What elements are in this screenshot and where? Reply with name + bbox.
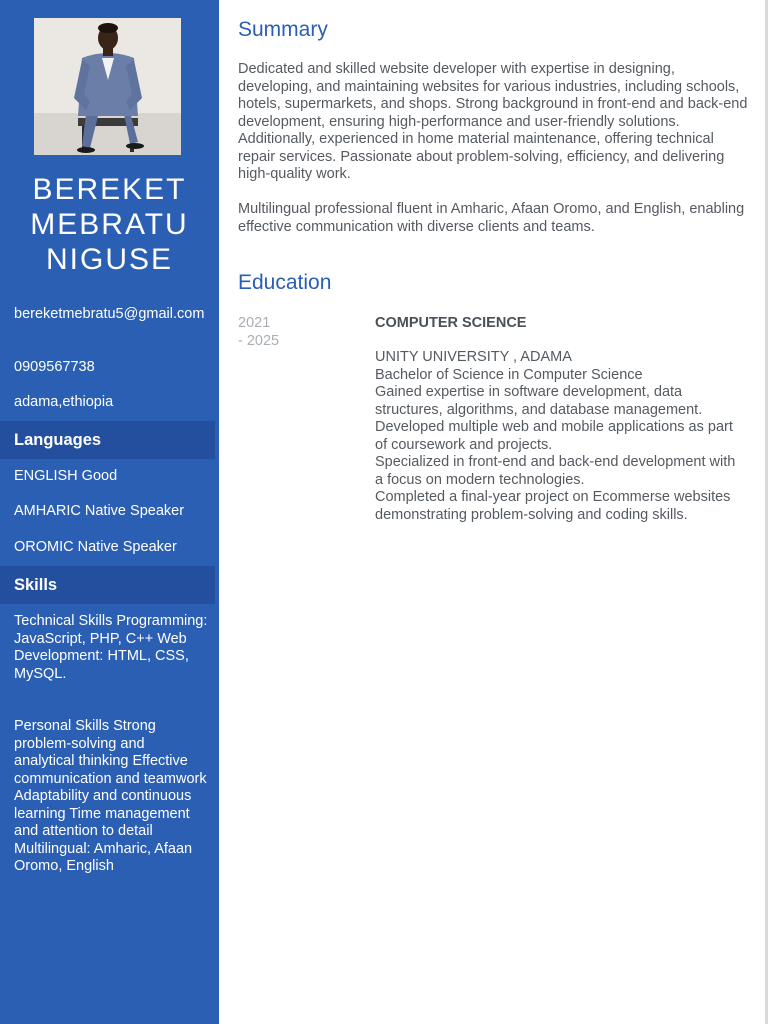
name-line-first: BEREKET [32, 173, 187, 206]
education-year-end: - 2025 [238, 332, 280, 349]
education-years [238, 315, 279, 350]
name-line-last: NIGUSE [45, 243, 174, 276]
education-heading: Education [238, 271, 332, 294]
technical-skills-text: Technical Skills Programming: JavaScript, PHP, C++ Web Development: HTML, CSS, MySQL. [14, 613, 208, 682]
education-line: Developed multiple web and mobile applications as part of coursework and projects. [375, 419, 733, 453]
sidebar [0, 0, 219, 1024]
person-name [0, 172, 219, 277]
education-details [375, 349, 747, 524]
education-line: Specialized in front-end and back-end development with a focus on modern technologies. [375, 454, 736, 488]
languages-heading: Languages [0, 421, 215, 459]
education-line: Gained expertise in software development, data structures, algorithms, and database management. [375, 384, 703, 418]
phone-number[interactable]: 0909567738 [14, 359, 95, 375]
name-line-middle: MEBRATU [30, 208, 189, 241]
languages-summary-paragraph: Multilingual professional fluent in Amharic, Afaan Oromo, and English, enabling effective communication with diverse clients and teams. [238, 201, 745, 235]
language-item-oromic: OROMIC Native Speaker [14, 539, 177, 555]
summary-heading: Summary [238, 18, 328, 41]
institution-name: UNITY UNIVERSITY , ADAMA [375, 349, 572, 365]
location: adama,ethiopia [14, 394, 114, 410]
education-line: Completed a final-year project on Ecommerse websites demonstrating problem-solving and coding skills. [375, 489, 731, 523]
skills-heading: Skills [0, 566, 215, 604]
language-item-english: ENGLISH Good [14, 468, 118, 484]
degree-title: COMPUTER SCIENCE [375, 315, 527, 331]
education-year-start: 2021 [238, 315, 271, 331]
profile-photo [34, 18, 181, 155]
language-item-amharic: AMHARIC Native Speaker [14, 503, 185, 519]
personal-skills-text: Personal Skills Strong problem-solving and analytical thinking Effective communication and teamwork Adaptability and continuous learning Time management and attention to detail Multilingual: Amharic, Afaan Oromo, English [14, 718, 207, 874]
email-address[interactable]: bereketmebratu5@gmail.com [14, 306, 205, 322]
summary-paragraph: Dedicated and skilled website developer with expertise in designing, developing, and maintaining websites for various industries, including schools, hotels, supermarkets, and shops. Strong background in front-end and back-end development, ensuring high-performance and user-friendly solutions. Additionally, experienced in home material maintenance, offering technical repair services. Passionate about problem-solving, efficiency, and delivering high-quality work. [238, 61, 748, 182]
education-line: Bachelor of Science in Computer Science [375, 366, 643, 383]
